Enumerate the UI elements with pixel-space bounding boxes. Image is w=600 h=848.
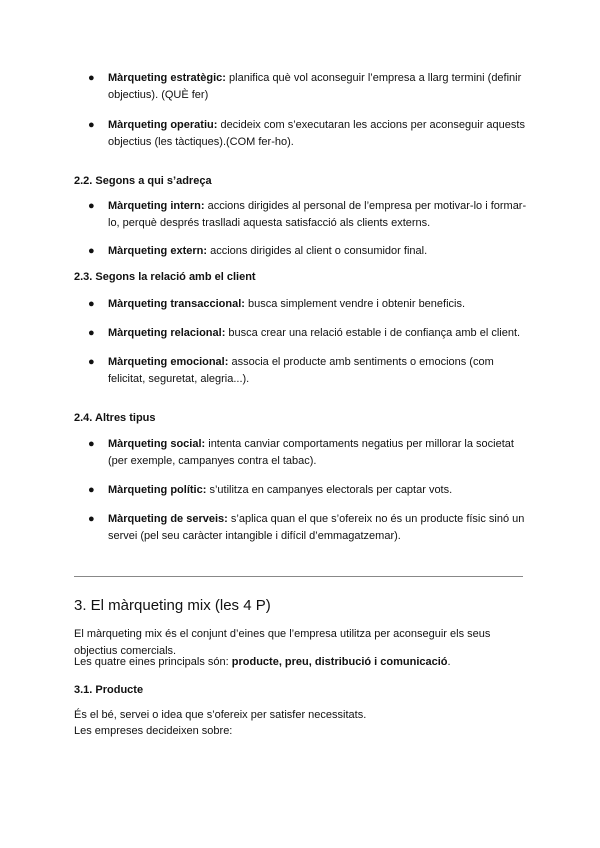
bullet-icon: ● [88, 298, 95, 310]
bullet-icon: ● [88, 513, 95, 525]
item-term: Màrqueting relacional: [108, 327, 226, 339]
tools-paragraph [74, 654, 534, 671]
item-desc: decideix com s’executaran les accions per aconseguir aquests objectius (les tàctiques).(COM fer-ho). [108, 119, 525, 148]
item-term: Màrqueting extern: [108, 245, 208, 257]
list-item [108, 354, 530, 387]
bullet-icon: ● [88, 72, 95, 84]
tools-list: producte, preu, distribució i comunicació [231, 656, 448, 668]
bullet-icon: ● [88, 438, 95, 450]
item-term: Màrqueting social: [108, 438, 206, 450]
item-desc: intenta canviar comportaments negatius per millorar la societat (per exemple, campanyes contra el tabac). [108, 438, 514, 467]
item-term: Màrqueting polític: [108, 484, 207, 496]
list-item [108, 70, 530, 103]
tools-suffix: . [447, 656, 451, 668]
list-item [108, 325, 530, 342]
item-term: Màrqueting transaccional: [108, 298, 245, 310]
bullet-icon: ● [88, 245, 95, 257]
item-desc: busca crear una relació estable i de confiança amb el client. [225, 327, 521, 339]
bullet-icon: ● [88, 356, 95, 368]
section-heading: 3.1. Producte [74, 684, 144, 696]
item-desc: associa el producte amb sentiments o emocions (com felicitat, seguretat, alegria...). [108, 356, 494, 385]
product-line-1: És el bé, servei o idea que s’ofereix per satisfer necessitats. [74, 709, 367, 721]
list-item [108, 296, 530, 313]
list-item [108, 198, 530, 231]
item-desc: s’aplica quan el que s’ofereix no és un producte físic sinó un servei (pel seu caràcter intangible i difícil d’emmagatzemar). [108, 513, 525, 542]
item-desc: busca simplement vendre i obtenir beneficis. [244, 298, 466, 310]
item-desc: accions dirigides al client o consumidor final. [207, 245, 428, 257]
horizontal-divider [74, 576, 523, 577]
list-item [108, 511, 530, 544]
item-term: Màrqueting de serveis: [108, 513, 228, 525]
section-heading: 2.2. Segons a qui s’adreça [74, 175, 212, 187]
item-term: Màrqueting emocional: [108, 356, 229, 368]
item-term: Màrqueting operatiu: [108, 119, 218, 131]
list-item [108, 117, 530, 150]
product-line-2: Les empreses decideixen sobre: [74, 725, 233, 737]
list-item [108, 436, 530, 469]
item-desc: accions dirigides al personal de l’empresa per motivar-lo i formar-lo, perquè després traslladi aquesta satisfacció als clients externs. [108, 200, 527, 229]
bullet-icon: ● [88, 119, 95, 131]
section-title: 3. El màrqueting mix (les 4 P) [74, 597, 271, 614]
item-desc: s’utilitza en campanyes electorals per captar vots. [206, 484, 453, 496]
section-heading: 2.3. Segons la relació amb el client [74, 271, 256, 283]
tools-prefix: Les quatre eines principals són: [74, 656, 232, 668]
list-item [108, 243, 530, 260]
list-item [108, 482, 530, 499]
item-desc: planifica què vol aconseguir l’empresa a llarg termini (definir objectius). (QUÈ fer) [108, 72, 522, 101]
item-term: Màrqueting intern: [108, 200, 205, 212]
bullet-icon: ● [88, 484, 95, 496]
bullet-icon: ● [88, 327, 95, 339]
intro-paragraph: El màrqueting mix és el conjunt d’eines que l’empresa utilitza per aconseguir els seus objectius comercials. [74, 628, 491, 657]
section-heading: 2.4. Altres tipus [74, 412, 156, 424]
item-term: Màrqueting estratègic: [108, 72, 226, 84]
bullet-icon: ● [88, 200, 95, 212]
